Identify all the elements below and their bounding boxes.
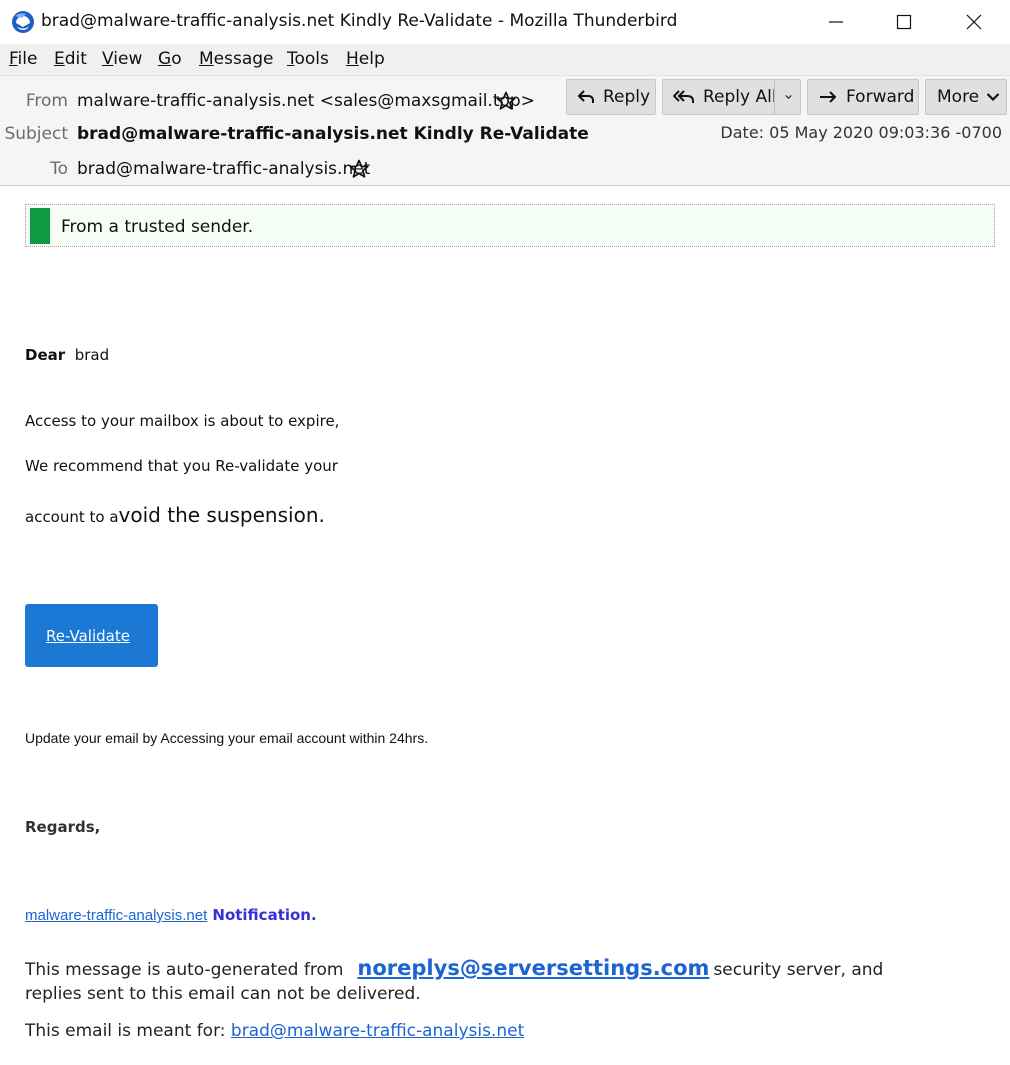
menu-view[interactable]: View (102, 49, 143, 69)
date-text: Date: 05 May 2020 09:03:36 -0700 (720, 123, 1002, 142)
menu-help[interactable]: Help (346, 49, 385, 69)
menu-message[interactable]: Message (199, 49, 274, 69)
re-validate-button[interactable] (25, 604, 158, 667)
star-icon[interactable] (349, 159, 369, 179)
minimize-icon (828, 14, 844, 30)
chevron-down-icon (785, 92, 792, 102)
reply-icon (577, 88, 595, 106)
more-button[interactable]: More (925, 79, 1007, 115)
reply-button[interactable]: Reply (566, 79, 656, 115)
close-button[interactable] (944, 0, 1004, 44)
body-line-3: account to avoid the suspension. (25, 503, 325, 527)
trusted-sender-notice (25, 204, 995, 247)
noreply-link[interactable]: noreplys@serversettings.com (357, 956, 710, 980)
subject-label: Subject (4, 124, 68, 144)
window-title: brad@malware-traffic-analysis.net Kindly Re-Validate - Mozilla Thunderbird (41, 11, 678, 31)
menu-edit[interactable]: Edit (54, 49, 87, 69)
signature (25, 905, 317, 924)
thunderbird-logo-icon (11, 10, 35, 34)
reply-all-icon (673, 88, 695, 106)
signature-notification: Notification. (212, 906, 317, 924)
menu-file[interactable]: File (9, 49, 38, 69)
to-value[interactable]: brad@malware-traffic-analysis.net (77, 159, 371, 179)
star-icon[interactable] (496, 91, 516, 111)
re-validate-link[interactable]: Re-Validate (46, 627, 130, 645)
signature-link[interactable]: malware-traffic-analysis.net (25, 907, 208, 924)
menu-tools[interactable]: Tools (287, 49, 329, 69)
meant-for-line: This email is meant for: brad@malware-traffic-analysis.net (25, 1021, 525, 1041)
from-value[interactable]: malware-traffic-analysis.net <sales@maxsgmail.top> (77, 91, 535, 111)
message-header (0, 76, 1010, 186)
maximize-icon (896, 14, 912, 30)
body-line-1: Access to your mailbox is about to expire, (25, 412, 340, 430)
menu-bar (0, 44, 1010, 76)
update-line: Update your email by Accessing your email account within 24hrs. (25, 730, 429, 746)
regards: Regards, (25, 818, 101, 836)
body-line-2: We recommend that you Re-validate your (25, 457, 338, 475)
trusted-notice-text: From a trusted sender. (61, 217, 254, 237)
reply-all-button[interactable]: Reply All (662, 79, 801, 115)
reply-all-dropdown[interactable] (774, 80, 800, 114)
forward-button[interactable]: Forward (807, 79, 919, 115)
to-label: To (50, 159, 68, 179)
auto-generated-notice: This message is auto-generated from noreplys@serversettings.com security server, and replies sent to this email can not be delivered. (25, 956, 884, 1004)
menu-go[interactable]: Go (158, 49, 182, 69)
chevron-down-icon (986, 92, 1000, 102)
maximize-button[interactable] (874, 0, 934, 44)
trusted-indicator (30, 208, 50, 244)
title-bar (0, 0, 1010, 44)
greeting: Dear brad (25, 346, 110, 364)
subject-value: brad@malware-traffic-analysis.net Kindly Re-Validate (77, 124, 589, 144)
forward-icon (818, 89, 838, 105)
from-label: From (25, 91, 68, 111)
recipient-link[interactable]: brad@malware-traffic-analysis.net (230, 1021, 525, 1041)
minimize-button[interactable] (806, 0, 866, 44)
close-icon (966, 14, 982, 30)
